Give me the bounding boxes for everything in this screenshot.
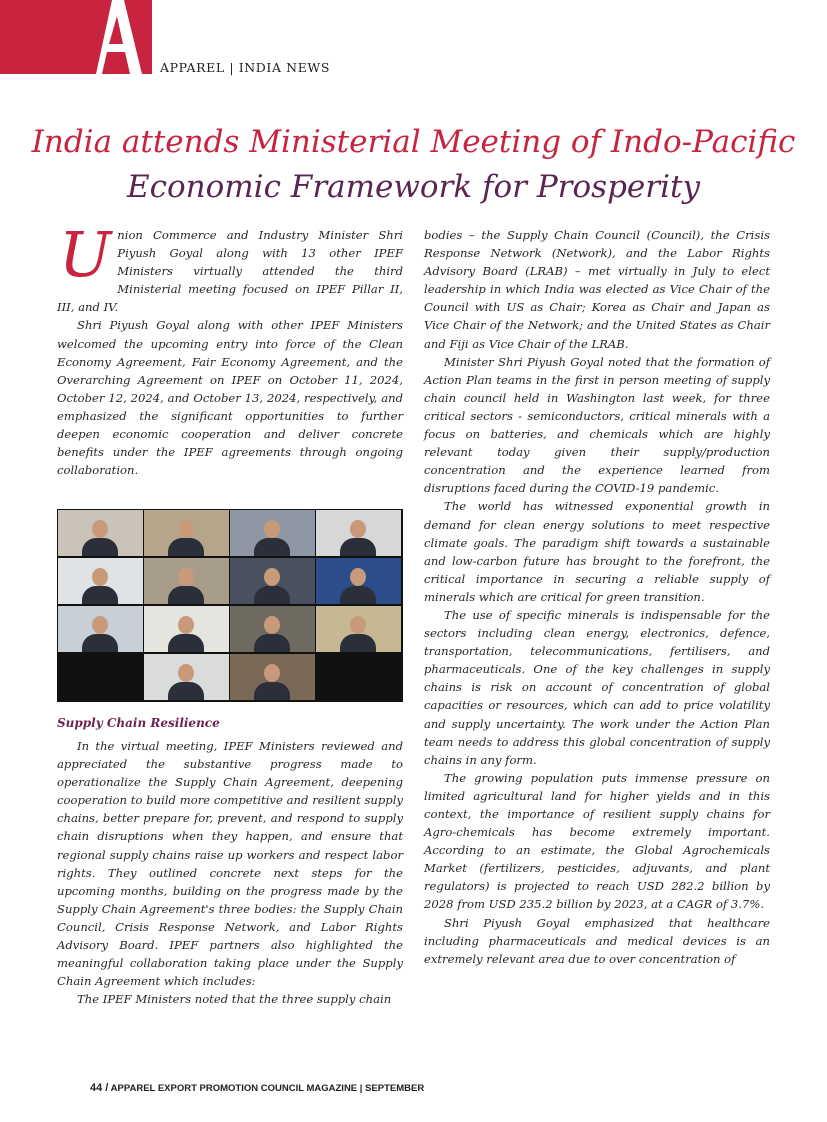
right-column bbox=[424, 226, 770, 968]
paragraph: bodies – the Supply Chain Council (Council), the Crisis Response Network (Network), and the Labor Rights Advisory Board (LRAB) – met virtually in July to elect leadership in which India was elected as Vice Chair of the Council with US as Chair; Korea as Chair and Japan as Vice Chair of the Network; and the United States as Chair and Fiji as Vice Chair of the LRAB. bbox=[424, 228, 770, 351]
dropcap: U bbox=[59, 218, 112, 291]
photo-tile bbox=[144, 510, 229, 556]
page-number: 44 / bbox=[90, 1082, 109, 1094]
title-line-1: India attends Ministerial Meeting of Indo-Pacific bbox=[31, 124, 796, 160]
photo-tile bbox=[58, 606, 143, 652]
paragraph: The world has witnessed exponential growth in demand for clean energy solutions to meet respective climate goals. The paradigm shift towards a sustainable and low-carbon future has brought to the forefront, the critical importance in securing a reliable supply of minerals which are critical for green transition. bbox=[424, 499, 770, 604]
photo-tile bbox=[230, 654, 315, 700]
paragraph: Minister Shri Piyush Goyal noted that the formation of Action Plan teams in the first in person meeting of supply chain council held in Washington last week, for three critical sectors - semiconductors, critical minerals with a focus on batteries, and chemicals which are highly relevant today given their supply/production concentration and the experience learned from disruptions faced during the COVID-19 pandemic. bbox=[424, 354, 770, 496]
photo-tile bbox=[316, 606, 401, 652]
paragraph: The use of specific minerals is indispensable for the sectors including clean energy, electronics, defence, transportation, telecommunications, fertilisers, and pharmaceuticals. One of the key challenges in supply chains is risk on account of concentration of global capacities or resources, which can add to price volatility and supply uncertainty. The work under the Action Plan team needs to address this global concentration of supply chains in any form. bbox=[424, 607, 770, 767]
paragraph: Shri Piyush Goyal emphasized that healthcare including pharmaceuticals and medical devices is an extremely relevant area due to over concentration of bbox=[424, 915, 770, 966]
photo-tile bbox=[230, 606, 315, 652]
section-label: APPAREL | INDIA NEWS bbox=[160, 60, 331, 75]
photo-tile bbox=[230, 558, 315, 604]
paragraph: The growing population puts immense pressure on limited agricultural land for higher yields and in this context, the importance of resilient supply chains for Agro-chemicals has become extremely important. According to an estimate, the Global Agrochemicals Market (fertilizers, pesticides, adjuvants, and plant regulators) is projected to reach USD 282.2 billion by 2028 from USD 235.2 billion by 2023, at a CAGR of 3.7%. bbox=[424, 770, 770, 912]
footer-text: APPAREL EXPORT PROMOTION COUNCIL MAGAZINE | SEPTEMBER bbox=[110, 1083, 425, 1094]
photo-tile bbox=[316, 510, 401, 556]
left-column-lower bbox=[57, 737, 403, 1008]
photo-tile bbox=[58, 510, 143, 556]
paragraph: In the virtual meeting, IPEF Ministers reviewed and appreciated the substantive progress made to operationalize the Supply Chain Agreement, deepening cooperation to build more competitive and resilient supply chains, better prepare for, prevent, and respond to supply chain disruptions when they happen, and ensure that regional supply chains raise up workers and respect labor rights. They outlined concrete next steps for the upcoming months, building on the progress made by the Supply Chain Agreement's three bodies: the Supply Chain Council, Crisis Response Network, and Labor Rights Advisory Board. IPEF partners also highlighted the meaningful collaboration taking place under the Supply Chain Agreement which includes: bbox=[57, 739, 403, 989]
paragraph: The IPEF Ministers noted that the three supply chain bbox=[77, 992, 392, 1007]
photo-tile bbox=[230, 510, 315, 556]
paragraph: Shri Piyush Goyal along with other IPEF Ministers welcomed the upcoming entry into force of the Clean Economy Agreement, Fair Economy Agreement, and the Overarching Agreement on IPEF on October 11, 2024, October 12, 2024, and October 13, 2024, respectively, and emphasized the significant opportunities to further deepen economic cooperation and deliver concrete benefits under the IPEF agreements through ongoing collaboration. bbox=[57, 318, 403, 478]
photo-tile bbox=[316, 558, 401, 604]
page-footer bbox=[90, 1082, 424, 1094]
photo-tile bbox=[144, 558, 229, 604]
video-conference-photo bbox=[57, 509, 403, 702]
photo-tile bbox=[58, 558, 143, 604]
section-subheading: Supply Chain Resilience bbox=[57, 716, 220, 730]
intro-text: nion Commerce and Industry Minister Shri Piyush Goyal along with 13 other IPEF Ministers virtually attended the third Ministerial meeting focused on IPEF Pillar II, III, and IV. bbox=[57, 228, 403, 315]
article-title bbox=[20, 120, 807, 210]
title-line-2: Economic Framework for Prosperity bbox=[127, 169, 700, 205]
intro-paragraph bbox=[57, 218, 403, 316]
left-column bbox=[57, 218, 403, 479]
photo-tile bbox=[144, 654, 229, 700]
photo-tile bbox=[144, 606, 229, 652]
logo-a-icon bbox=[0, 0, 152, 74]
